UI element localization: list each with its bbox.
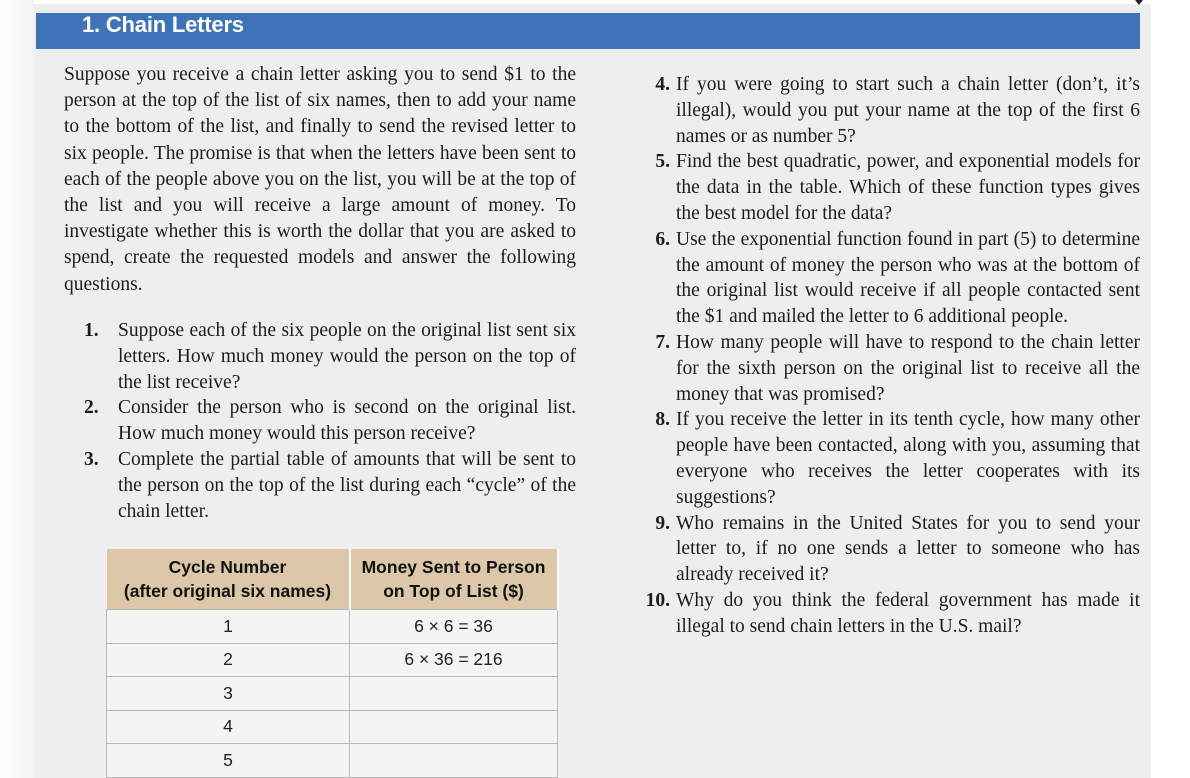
question-item (84, 318, 576, 395)
question-item (630, 407, 1140, 510)
question-item (630, 149, 1140, 226)
question-item (84, 447, 576, 524)
right-question-list (630, 72, 1140, 640)
question-text: If you were going to start such a chain letter (don’t, it’s illegal), would you put your name at the top of the first 6 names or as number 5? (676, 74, 1140, 147)
column-header-line: (after original six names) (123, 581, 332, 601)
question-item (84, 395, 576, 447)
column-header-line: on Top of List ($) (383, 581, 524, 601)
table-row (107, 677, 558, 711)
left-question-list (84, 318, 576, 524)
question-item (630, 72, 1140, 149)
question-text: Consider the person who is second on the original list. How much money would this person receive? (118, 397, 576, 445)
column-header-line: Cycle Number (168, 557, 287, 577)
column-header-money (350, 549, 558, 610)
question-number: 10. (645, 589, 670, 611)
table-row (107, 710, 558, 744)
money-cell (350, 677, 558, 711)
question-number: 2. (84, 397, 99, 419)
cycle-table (106, 549, 559, 778)
question-text: Use the exponential function found in part (5) to determine the amount of money the person who was at the bottom of the original list would receive if all people contacted sent the $1 and mailed the letter to 6 additional people. (676, 228, 1140, 328)
intro-paragraph: Suppose you receive a chain letter asking you to send $1 to the person at the top of the list of six names, then to add your name to the bottom of the list, and finally to send the revised letter to six people. The promise is that when the letters have been sent to each of the people above you on the list, you will be at the top of the list and you will receive a large amount of money. To investigate whether this is worth the dollar that you are asked to spend, create the requested models and answer the following questions. (64, 64, 576, 295)
question-text: Suppose each of the six people on the original list sent six letters. How much money would the person on the top of the list receive? (118, 320, 576, 393)
question-number: 4. (655, 74, 670, 95)
money-cell: 6 × 36 = 216 (350, 643, 558, 677)
table-row (107, 610, 558, 644)
question-number: 7. (655, 331, 670, 353)
question-number: 8. (655, 409, 670, 431)
section-title: 1. Chain Letters (82, 12, 244, 37)
table-row (107, 643, 558, 677)
question-text: How many people will have to respond to the chain letter for the sixth person on the original list to receive all the money that was promised? (676, 331, 1140, 405)
column-header-cycle (107, 549, 350, 610)
question-item (630, 330, 1140, 407)
question-text: Who remains in the United States for you to send your letter to, if no one sends a letter to someone who has already received it? (676, 512, 1140, 586)
question-item (630, 227, 1140, 330)
cycle-cell: 2 (107, 643, 350, 677)
question-text: Find the best quadratic, power, and exponential models for the data in the table. Which of these function types gives the best model for the data? (676, 151, 1140, 224)
question-number: 1. (84, 320, 99, 341)
question-number: 9. (655, 512, 670, 534)
question-text: If you receive the letter in its tenth cycle, how many other people have been contacted, along with you, assuming that everyone who receives the letter cooperates with its suggestions? (676, 409, 1140, 508)
question-text: Why do you think the federal government has made it illegal to send chain letters in the U.S. mail? (676, 589, 1140, 637)
caret-icon (1135, 0, 1143, 5)
page-edge-shadow (0, 0, 34, 778)
money-cell (350, 744, 558, 778)
question-number: 6. (655, 228, 670, 250)
table-row (107, 744, 558, 778)
question-number: 3. (84, 448, 99, 470)
cycle-cell: 1 (107, 610, 350, 644)
question-text: Complete the partial table of amounts that will be sent to the person on the top of the list during each “cycle” of the chain letter. (118, 448, 576, 522)
question-item (630, 511, 1140, 588)
money-cell (350, 710, 558, 744)
money-cell: 6 × 6 = 36 (350, 610, 558, 644)
question-number: 5. (655, 151, 670, 173)
cycle-cell: 3 (107, 677, 350, 711)
cycle-cell: 5 (107, 744, 350, 778)
cycle-cell: 4 (107, 710, 350, 744)
question-item (630, 588, 1140, 640)
table-header-row (107, 549, 558, 610)
column-header-line: Money Sent to Person (361, 557, 546, 577)
